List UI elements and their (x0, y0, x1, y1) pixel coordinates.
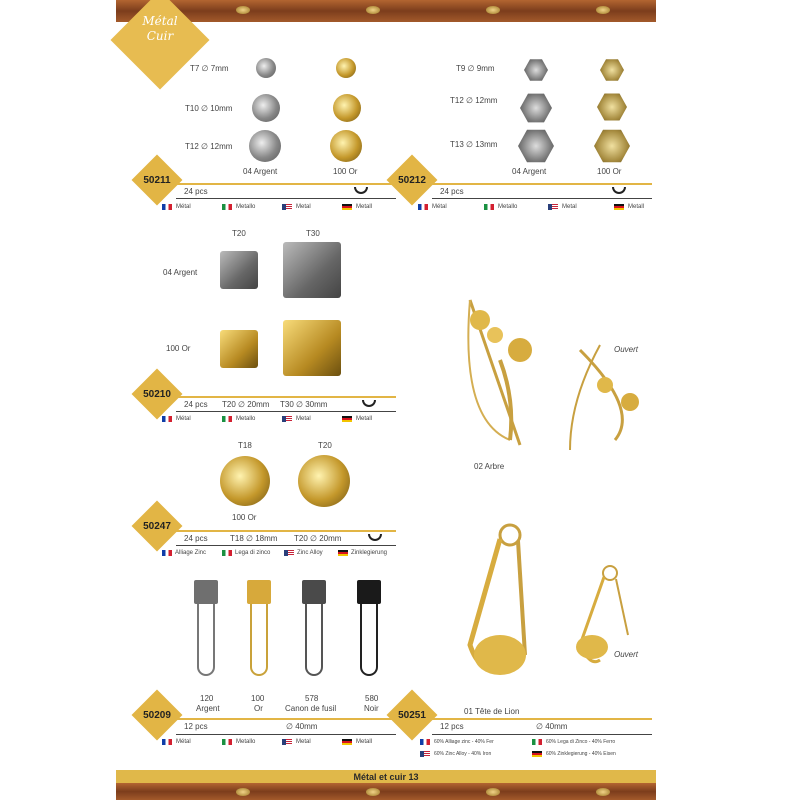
size-spec: T30 ∅ 30mm (280, 400, 328, 409)
hex-rivet-silver-image (518, 128, 554, 164)
size-label: T10 ∅ 10mm (185, 104, 233, 113)
divider (176, 734, 396, 735)
item-name: Noir (364, 704, 379, 713)
quantity: 24 pcs (440, 187, 464, 196)
hex-rivet-silver-image (520, 92, 552, 124)
italy-flag-icon (222, 550, 232, 556)
item-number: 580 (365, 694, 379, 703)
product-code: 50251 (398, 710, 426, 721)
pin-gold-head-image (247, 580, 271, 604)
france-flag-icon (162, 550, 172, 556)
divider (176, 411, 396, 412)
finish-label: 100 Or (166, 344, 191, 353)
rivet-gold-image (333, 94, 361, 122)
tree-brooch-image (440, 280, 660, 460)
hook-icon (612, 187, 626, 194)
divider (432, 734, 652, 735)
item-name: Or (254, 704, 263, 713)
finish-label: 100 Or (232, 513, 257, 522)
product-code: 50210 (143, 389, 171, 400)
leather-bottom-band (116, 783, 656, 800)
page-footer: Métal et cuir 13 (116, 770, 656, 784)
product-code: 50209 (143, 710, 171, 721)
square-plate-silver-image (220, 251, 258, 289)
catalog-page: Métal Cuir T7 ∅ 7mm T10 ∅ 10mm T12 ∅ 12mm 04 Argent 100 Or 50211 24 pcs Métal Metallo Metal Metall T9 ∅ 9mm T12 ∅ 12mm T13 ∅ 13mm 04 Argent 100 Or 50212 24 pcs Métal Metallo Metal Metall T20 T30 04 Argent 100 Or 50210 24 pcs T20 ∅ 20mm T30 ∅ 30mm Métal Metallo Metal Metall Ouvert 02 Arbre T18 T20 100 Or 50247 24 pcs T18 ∅ 18mm T20 ∅ 20mm Alliage Zinc Lega di zinco Zinc Alloy Zinklegierung 120 Argent 100 Or 578 Canon de fusil 580 Noir 50209 12 pcs ∅ 40mm Métal Metallo Metal Metall Ouvert 01 Tête de Lion 50251 12 pcs ∅ 40mm 60% Alliage zinc - 40% Fer 60% Lega di Zinco - 40% Ferro 60% Zinc Alloy - 40% Iron 60% Zinklegierung - 40% Eisen Métal et cuir 13 (0, 0, 800, 800)
divider (176, 718, 396, 720)
size-label: T7 ∅ 7mm (190, 64, 229, 73)
usa-flag-icon (282, 204, 292, 210)
italy-flag-icon (222, 204, 232, 210)
item-name: Canon de fusil (285, 704, 337, 713)
finish-label: 04 Argent (512, 167, 547, 176)
hex-rivet-gold-image (597, 92, 627, 122)
item-number: 578 (305, 694, 319, 703)
rivet-icon (366, 6, 380, 14)
item-number: 100 (251, 694, 265, 703)
size-spec: T20 ∅ 20mm (222, 400, 270, 409)
france-flag-icon (420, 739, 430, 745)
product-label: 01 Tête de Lion (464, 707, 520, 716)
rivet-silver-image (256, 58, 276, 78)
rivet-silver-image (252, 94, 280, 122)
product-code: 50211 (143, 175, 171, 186)
lion-pin-image (450, 515, 650, 695)
germany-flag-icon (614, 204, 624, 210)
quantity: 24 pcs (184, 187, 208, 196)
finish-label: 04 Argent (163, 268, 198, 277)
germany-flag-icon (342, 416, 352, 422)
size-tag: T18 (238, 441, 252, 450)
button-gold-image (298, 455, 350, 507)
size-tag: T20 (232, 229, 246, 238)
italy-flag-icon (484, 204, 494, 210)
germany-flag-icon (342, 204, 352, 210)
hex-rivet-silver-image (524, 58, 548, 82)
rivet-icon (596, 788, 610, 796)
germany-flag-icon (338, 550, 348, 556)
hook-icon (362, 400, 376, 407)
divider (176, 545, 396, 546)
pin-silver-image (197, 604, 215, 676)
rivet-icon (486, 788, 500, 796)
france-flag-icon (418, 204, 428, 210)
hook-icon (354, 187, 368, 194)
product-label: 02 Arbre (474, 462, 505, 471)
finish-label: 04 Argent (243, 167, 278, 176)
size-tag: T20 (318, 441, 332, 450)
usa-flag-icon (284, 550, 294, 556)
quantity: 12 pcs (184, 722, 208, 731)
france-flag-icon (162, 416, 172, 422)
logo: Métal Cuir (142, 14, 178, 43)
usa-flag-icon (282, 739, 292, 745)
open-label: Ouvert (614, 345, 639, 354)
italy-flag-icon (222, 416, 232, 422)
germany-flag-icon (342, 739, 352, 745)
italy-flag-icon (222, 739, 232, 745)
size-spec: T18 ∅ 18mm (230, 534, 278, 543)
divider (176, 183, 396, 185)
divider (176, 396, 396, 398)
leather-top-band (116, 0, 656, 22)
finish-label: 100 Or (333, 167, 358, 176)
rivet-icon (486, 6, 500, 14)
france-flag-icon (162, 204, 172, 210)
pin-gunmetal-head-image (302, 580, 326, 604)
button-gold-image (220, 456, 270, 506)
size-spec: ∅ 40mm (536, 722, 568, 731)
rivet-icon (596, 6, 610, 14)
size-spec: T20 ∅ 20mm (294, 534, 342, 543)
size-spec: ∅ 40mm (286, 722, 318, 731)
rivet-icon (366, 788, 380, 796)
italy-flag-icon (532, 739, 542, 745)
usa-flag-icon (548, 204, 558, 210)
size-label: T13 ∅ 13mm (450, 140, 498, 149)
product-code: 50247 (143, 521, 171, 532)
square-plate-silver-image (283, 242, 341, 298)
france-flag-icon (162, 739, 172, 745)
rivet-silver-image (249, 130, 281, 162)
usa-flag-icon (282, 416, 292, 422)
quantity: 24 pcs (184, 534, 208, 543)
square-plate-gold-image (283, 320, 341, 376)
pin-black-image (360, 604, 378, 676)
pin-gunmetal-image (305, 604, 323, 676)
hex-rivet-gold-image (600, 58, 624, 82)
rivet-gold-image (336, 58, 356, 78)
item-number: 120 (200, 694, 214, 703)
divider (176, 198, 396, 199)
divider (432, 198, 652, 199)
germany-flag-icon (532, 751, 542, 757)
rivet-gold-image (330, 130, 362, 162)
pin-silver-head-image (194, 580, 218, 604)
divider (432, 183, 652, 185)
divider (176, 530, 396, 532)
rivet-icon (236, 788, 250, 796)
quantity: 12 pcs (440, 722, 464, 731)
hex-rivet-gold-image (594, 128, 630, 164)
item-name: Argent (196, 704, 220, 713)
hook-icon (368, 534, 382, 541)
size-label: T12 ∅ 12mm (450, 96, 498, 105)
size-label: T12 ∅ 12mm (185, 142, 233, 151)
size-tag: T30 (306, 229, 320, 238)
pin-black-head-image (357, 580, 381, 604)
rivet-icon (236, 6, 250, 14)
usa-flag-icon (420, 751, 430, 757)
quantity: 24 pcs (184, 400, 208, 409)
open-label: Ouvert (614, 650, 639, 659)
product-code: 50212 (398, 175, 426, 186)
size-label: T9 ∅ 9mm (456, 64, 495, 73)
divider (432, 718, 652, 720)
pin-gold-image (250, 604, 268, 676)
finish-label: 100 Or (597, 167, 622, 176)
square-plate-gold-image (220, 330, 258, 368)
